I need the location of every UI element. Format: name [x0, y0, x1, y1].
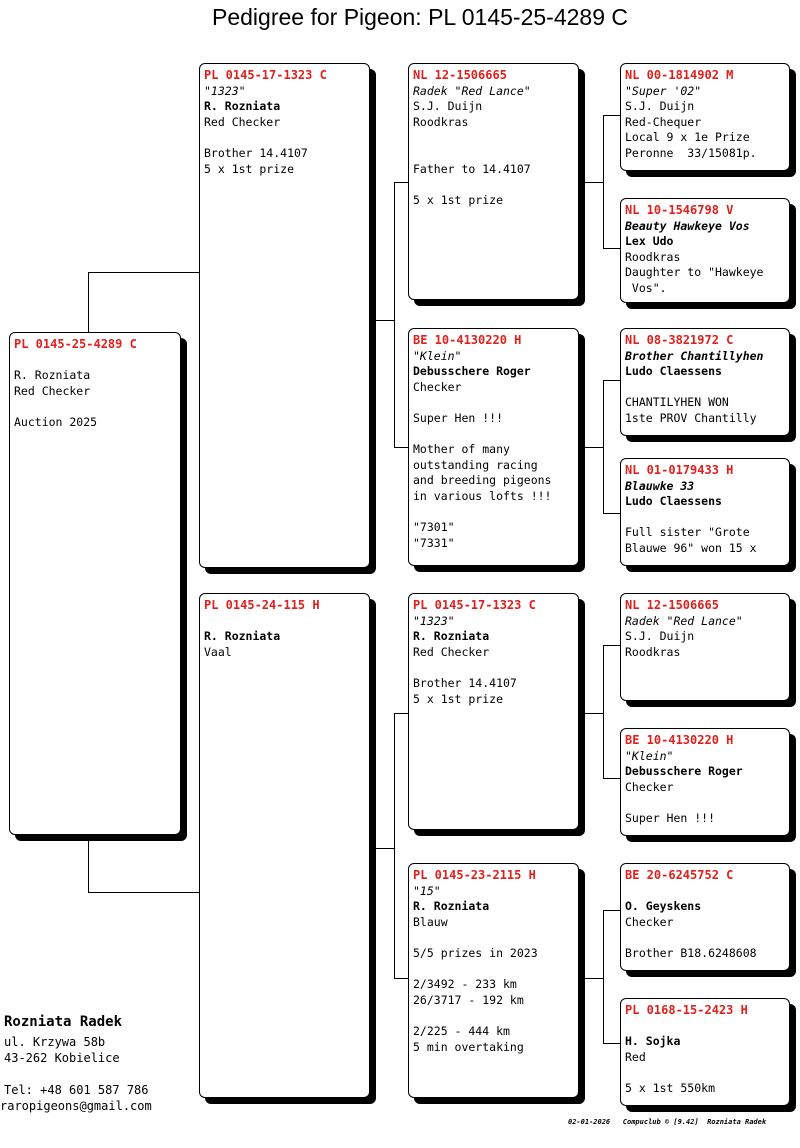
- detail-line: [14, 399, 176, 415]
- pigeon-name: [204, 614, 365, 630]
- detail-line: [204, 130, 365, 146]
- pigeon-name: "Klein": [625, 748, 674, 763]
- detail-line: 2/3492 - 233 km: [413, 977, 517, 992]
- detail-line: [413, 130, 574, 146]
- breeder-address-line: ul. Krzywa 58b: [4, 1035, 106, 1049]
- card-details: [204, 115, 365, 177]
- connector: [394, 713, 395, 978]
- detail-line: 1ste PROV Chantilly: [625, 410, 757, 425]
- page-title: Pedigree for Pigeon: PL 0145-25-4289 C: [212, 4, 628, 30]
- ring-number: NL 08-3821972 C: [625, 333, 734, 347]
- pigeon-name: "Super '02": [625, 83, 702, 98]
- detail-line: CHANTILYHEN WON: [625, 395, 729, 410]
- detail-line: Peronne 33/15081p.: [625, 145, 757, 160]
- dam-dam-card: [408, 863, 579, 1098]
- detail-line: Roodkras: [413, 114, 469, 129]
- owner-name: Debusschere Roger: [413, 364, 531, 379]
- detail-line: Full sister "Grote: [625, 525, 750, 540]
- ggp-card: [620, 458, 790, 566]
- card-details: [204, 645, 365, 661]
- detail-line: 5 x 1st prize: [204, 161, 295, 176]
- card-details: [413, 380, 574, 552]
- detail-line: Red Checker: [14, 383, 91, 398]
- detail-line: Checker: [625, 914, 674, 929]
- connector: [603, 115, 604, 248]
- ring-number: PL 0145-17-1323 C: [204, 68, 327, 82]
- connector: [88, 892, 200, 893]
- detail-line: [413, 660, 574, 676]
- owner-name: Debusschere Roger: [625, 764, 743, 779]
- connector: [394, 447, 408, 448]
- detail-line: [413, 505, 574, 521]
- detail-line: in various lofts !!!: [413, 488, 552, 503]
- detail-line: Blauwe 96" won 15 x: [625, 540, 757, 555]
- ggp-card: [620, 198, 790, 303]
- detail-line: [413, 930, 574, 946]
- connector: [603, 248, 620, 249]
- detail-line: R. Rozniata: [14, 368, 91, 383]
- ggp-card: [620, 863, 790, 971]
- ggp-card: [620, 998, 790, 1106]
- ggp-card: [620, 593, 790, 701]
- owner-name: Lex Udo: [625, 234, 674, 249]
- detail-line: outstanding racing: [413, 457, 538, 472]
- sire-dam-card: [408, 328, 579, 566]
- card-details: [413, 645, 574, 707]
- detail-line: 5 x 1st prize: [413, 691, 504, 706]
- detail-line: Brother 14.4107: [204, 145, 308, 160]
- detail-line: Roodkras: [625, 249, 681, 264]
- detail-line: [625, 510, 785, 526]
- ring-number: BE 10-4130220 H: [625, 733, 734, 747]
- detail-line: [625, 930, 785, 946]
- pigeon-name: Brother Chantillyhen: [625, 348, 764, 363]
- card-details: [625, 510, 785, 557]
- pigeon-name: [625, 884, 785, 900]
- owner-name: R. Rozniata: [204, 629, 281, 644]
- owner-name: R. Rozniata: [413, 629, 490, 644]
- detail-line: "7331": [413, 535, 455, 550]
- card-details: [625, 380, 785, 427]
- sire-sire-card: [408, 63, 579, 300]
- ring-number: PL 0145-25-4289 C: [14, 337, 137, 351]
- connector: [584, 182, 603, 183]
- connector: [603, 1043, 620, 1044]
- pigeon-name: Beauty Hawkeye Vos: [625, 218, 750, 233]
- detail-line: Auction 2025: [14, 414, 98, 429]
- owner-name: Ludo Claessens: [625, 364, 722, 379]
- breeder-phone: Tel: +48 601 587 786: [4, 1083, 149, 1097]
- connector: [394, 182, 395, 447]
- breeder-address-line: 43-262 Kobielice: [4, 1051, 120, 1065]
- detail-line: Super Hen !!!: [625, 810, 716, 825]
- card-details: [413, 115, 574, 209]
- connector: [394, 182, 408, 183]
- detail-line: 5 x 1st prize: [413, 192, 504, 207]
- ring-number: NL 00-1814902 M: [625, 68, 734, 82]
- ggp-card: [620, 328, 790, 436]
- sire-card: [199, 63, 370, 568]
- detail-line: [413, 177, 574, 193]
- connector: [394, 713, 408, 714]
- pigeon-name: Radek "Red Lance": [625, 613, 743, 628]
- detail-line: S.J. Duijn: [625, 629, 695, 644]
- owner-name: R. Rozniata: [413, 899, 490, 914]
- detail-line: Brother B18.6248608: [625, 945, 757, 960]
- detail-line: and breeding pigeons: [413, 473, 552, 488]
- detail-line: "7301": [413, 520, 455, 535]
- pigeon-name: Radek "Red Lance": [413, 83, 531, 98]
- detail-line: Local 9 x 1e Prize: [625, 130, 750, 145]
- detail-line: Blauw: [413, 914, 448, 929]
- pigeon-name: "1323": [413, 613, 455, 628]
- detail-line: Red Checker: [204, 114, 281, 129]
- detail-line: Vaal: [204, 644, 232, 659]
- connector: [603, 380, 604, 513]
- connector: [88, 272, 200, 273]
- detail-line: 2/225 - 444 km: [413, 1023, 510, 1038]
- card-details: [14, 353, 176, 431]
- connector: [370, 848, 394, 849]
- connector: [603, 513, 620, 514]
- detail-line: Brother 14.4107: [413, 675, 517, 690]
- detail-line: Super Hen !!!: [413, 410, 504, 425]
- breeder-info: [0, 1014, 152, 1114]
- detail-line: Daughter to "Hawkeye: [625, 265, 764, 280]
- connector: [584, 978, 603, 979]
- detail-line: Checker: [413, 379, 462, 394]
- detail-line: Mother of many: [413, 442, 510, 457]
- owner-name: R. Rozniata: [204, 99, 281, 114]
- ggp-card: [620, 728, 790, 836]
- connector: [603, 910, 620, 911]
- detail-line: Red: [625, 1049, 646, 1064]
- ring-number: PL 0145-23-2115 H: [413, 868, 536, 882]
- breeder-email: raropigeons@gmail.com: [0, 1099, 152, 1113]
- ring-number: NL 10-1546798 V: [625, 203, 734, 217]
- detail-line: S.J. Duijn: [625, 99, 695, 114]
- detail-line: Vos".: [625, 280, 667, 295]
- card-details: [625, 250, 785, 297]
- detail-line: [625, 1065, 785, 1081]
- ring-number: PL 0168-15-2423 H: [625, 1003, 748, 1017]
- detail-line: 5 min overtaking: [413, 1039, 524, 1054]
- ring-number: PL 0145-24-115 H: [204, 598, 320, 612]
- connector: [584, 447, 603, 448]
- owner-name: O. Geyskens: [625, 899, 702, 914]
- owner-name: S.J. Duijn: [413, 99, 483, 114]
- detail-line: Checker: [625, 779, 674, 794]
- detail-line: Red-Chequer: [625, 114, 702, 129]
- dam-card: [199, 593, 370, 1098]
- connector: [603, 115, 620, 116]
- detail-line: [14, 353, 176, 369]
- detail-line: 5 x 1st 550km: [625, 1080, 716, 1095]
- connector: [603, 910, 604, 1043]
- ring-number: BE 20-6245752 C: [625, 868, 734, 882]
- breeder-name: Rozniata Radek: [4, 1014, 123, 1030]
- card-details: [413, 915, 574, 1055]
- subject-card: [9, 332, 181, 835]
- ring-number: NL 01-0179433 H: [625, 463, 734, 477]
- owner-name: H. Sojka: [625, 1034, 681, 1049]
- pigeon-name: "1323": [204, 83, 246, 98]
- detail-line: 26/3717 - 192 km: [413, 992, 524, 1007]
- detail-line: Father to 14.4107: [413, 161, 531, 176]
- owner-name: Ludo Claessens: [625, 494, 722, 509]
- pigeon-name: [625, 1019, 785, 1035]
- detail-line: [625, 795, 785, 811]
- detail-line: [413, 962, 574, 978]
- pigeon-name: "Klein": [413, 348, 462, 363]
- card-details: [625, 1050, 785, 1097]
- connector: [394, 978, 408, 979]
- card-details: [625, 629, 785, 660]
- connector: [603, 380, 620, 381]
- detail-line: Roodkras: [625, 644, 681, 659]
- ring-number: NL 12-1506665: [413, 68, 507, 82]
- pigeon-name: "15": [413, 883, 441, 898]
- footer-credit: 02-01-2026 Compuclub © [9.42] Rozniata Radek: [568, 1118, 767, 1126]
- card-details: [625, 780, 785, 827]
- connector: [603, 645, 604, 778]
- card-details: [625, 99, 785, 161]
- ring-number: PL 0145-17-1323 C: [413, 598, 536, 612]
- detail-line: [625, 380, 785, 396]
- connector: [584, 713, 603, 714]
- pigeon-name: Blauwke 33: [625, 478, 695, 493]
- connector: [603, 645, 620, 646]
- detail-line: [413, 1008, 574, 1024]
- detail-line: [413, 395, 574, 411]
- connector: [603, 778, 620, 779]
- connector: [370, 320, 394, 321]
- ring-number: BE 10-4130220 H: [413, 333, 522, 347]
- detail-line: [413, 146, 574, 162]
- detail-line: Red Checker: [413, 644, 490, 659]
- ring-number: NL 12-1506665: [625, 598, 719, 612]
- detail-line: 5/5 prizes in 2023: [413, 945, 538, 960]
- dam-sire-card: [408, 593, 579, 830]
- detail-line: [413, 427, 574, 443]
- card-details: [625, 915, 785, 962]
- ggp-card: [620, 63, 790, 171]
